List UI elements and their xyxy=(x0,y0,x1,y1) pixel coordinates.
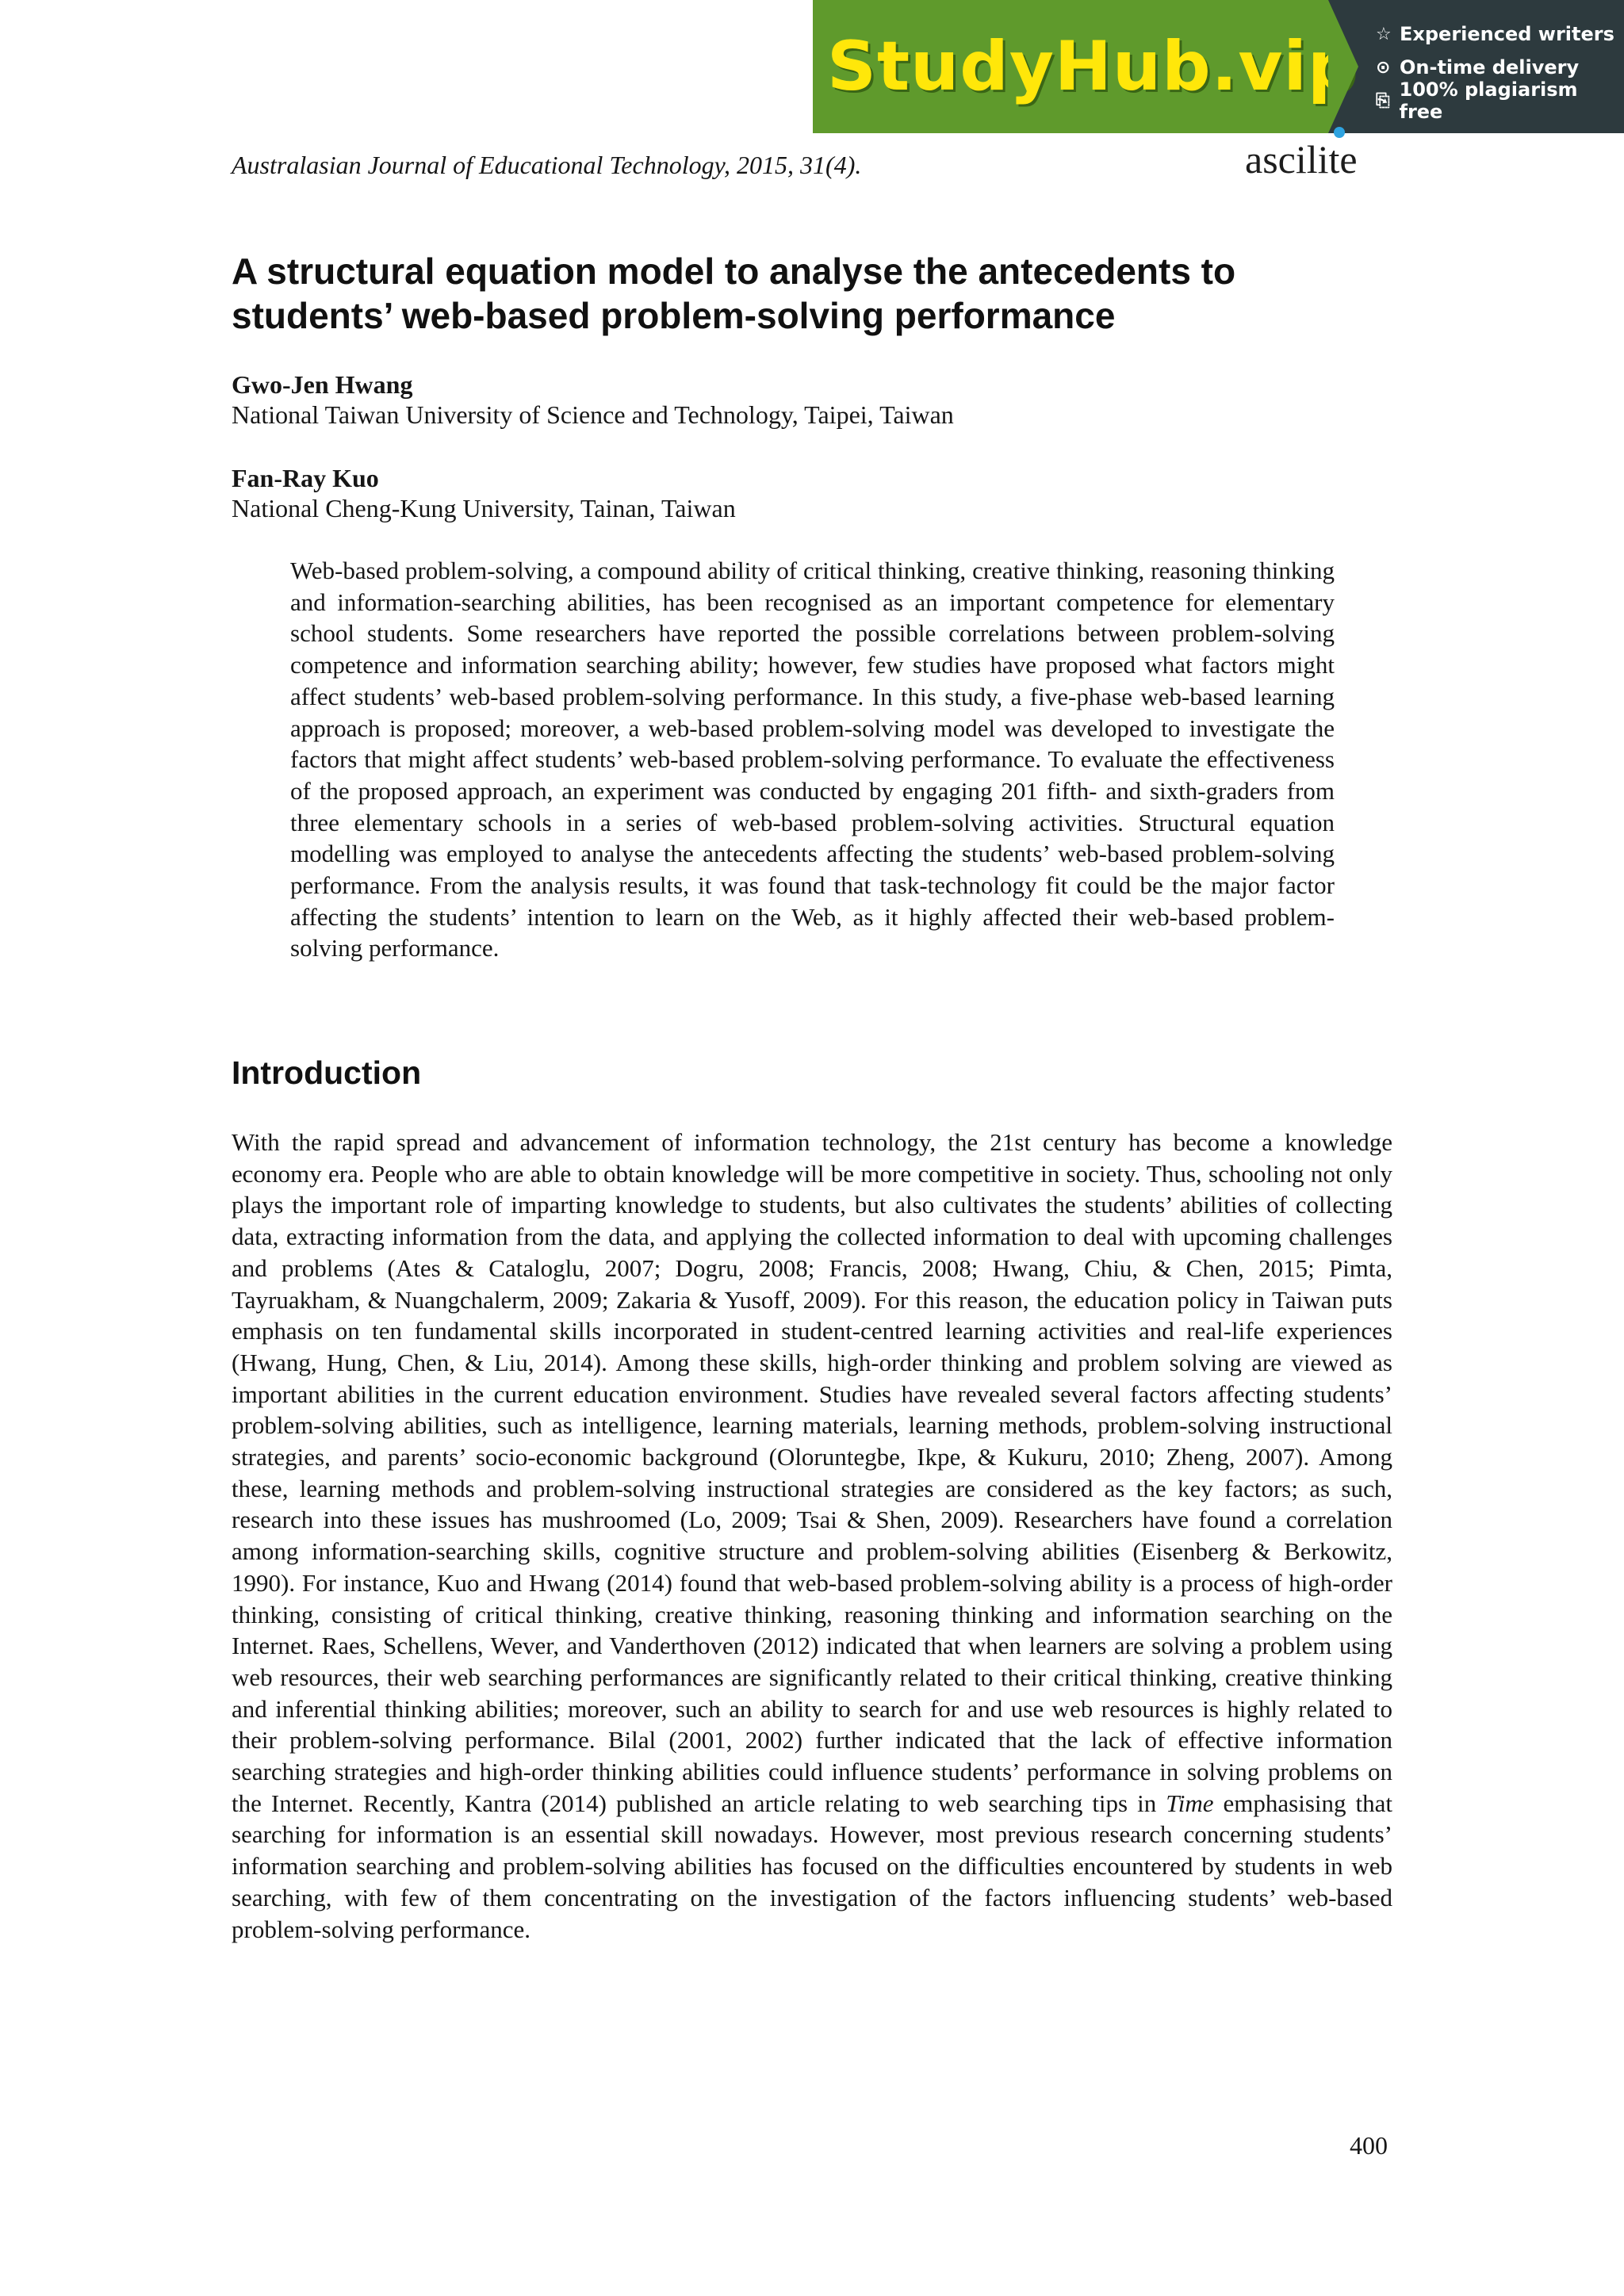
author-block xyxy=(232,369,954,430)
magazine-title: Time xyxy=(1166,1789,1214,1817)
introduction-paragraph xyxy=(232,1127,1392,1945)
paragraph-text: emphasising that searching for information is an essential skill nowadays. However, most previous research concerning students’ information searching and problem-solving abilities has focused on the difficulties encountered by students in web searching, with few of them concentrating on the investigation of the factors influencing students’ web-based problem-solving performance. xyxy=(232,1789,1392,1943)
author-affiliation: National Taiwan University of Science and Technology, Taipei, Taiwan xyxy=(232,400,954,429)
banner-feature-experienced xyxy=(1376,17,1624,51)
abstract: Web-based problem-solving, a compound ability of critical thinking, creative thinking, reasoning thinking and information-searching abilities, has been recognised as an important competence for elementary school students. Some researchers have reported the possible correlations between problem-solving competence and information searching ability; however, few studies have proposed what factors might affect students’ web-based problem-solving performance. In this study, a five-phase web-based learning approach is proposed; moreover, a web-based problem-solving model was developed to investigate the factors that might affect students’ web-based problem-solving performance. To evaluate the effectiveness of the proposed approach, an experiment was conducted by engaging 201 fifth- and sixth-graders from three elementary schools in a series of web-based problem-solving activities. Structural equation modelling was employed to analyse the antecedents affecting the students’ web-based problem-solving performance. From the analysis results, it was found that task-technology fit could be the major factor affecting the students’ intention to learn on the Web, as it highly affected their web-based problem-solving performance. xyxy=(290,557,1335,962)
paragraph-text: With the rapid spread and advancement of information technology, the 21st century has become a knowledge economy era. People who are able to obtain knowledge will be more competitive in society. Thus, schooling not only plays the important role of imparting knowledge to students, but also cultivates the students’ abilities of collecting data, extracting information from the data, and applying the collected information to deal with upcoming challenges and problems (Ates & Cataloglu, 2007; Dogru, 2008; Francis, 2008; Hwang, Chiu, & Chen, 2015; Pimta, Tayruakham, & Nuangchalerm, 2009; Zakaria & Yusoff, 2009). For this reason, the education policy in Taiwan puts emphasis on ten fundamental skills incorporated in student-centred learning activities and real-life experiences (Hwang, Hung, Chen, & Liu, 2014). Among these skills, high-order thinking and problem solving are viewed as important abilities in the current education environment. Studies have revealed several factors affecting students’ problem-solving abilities, such as intelligence, learning materials, learning methods, problem-solving instructional strategies, and parents’ socio-economic background (Oloruntegbe, Ikpe, & Kukuru, 2010; Zheng, 2007). Among these, learning methods and problem-solving instructional strategies are considered as the key factors; as such, research into these issues has mushroomed (Lo, 2009; Tsai & Shen, 2009). Researchers have found a correlation among information-searching skills, cognitive structure and problem-solving abilities (Eisenberg & Berkowitz, 1990). For instance, Kuo and Hwang (2014) found that web-based problem-solving ability is a process of high-order thinking, consisting of critical thinking, creative thinking, reasoning thinking and information searching on the Internet. Raes, Schellens, Wever, and Vanderthoven (2012) indicated that when learners are solving a problem using web resources, their web searching performances are significantly related to their critical thinking, creative thinking and inferential thinking abilities; moreover, such an ability to search for and use web resources is highly related to their problem-solving performance. Bilal (2001, 2002) further indicated that the lack of effective information searching strategies and high-order thinking abilities could influence students’ performance in solving problems on the Internet. Recently, Kantra (2014) published an article relating to web searching tips in xyxy=(232,1128,1392,1817)
author-name: Gwo-Jen Hwang xyxy=(232,370,413,399)
banner-feature-label: 100% plagiarism free xyxy=(1399,78,1578,123)
ad-banner[interactable] xyxy=(813,0,1624,133)
paper-title xyxy=(232,249,1381,338)
author-name: Fan-Ray Kuo xyxy=(232,464,379,492)
studyhub-logo[interactable]: StudyHub.vip xyxy=(827,27,1358,106)
clock-icon: ⊙ xyxy=(1376,57,1391,78)
banner-feature-label: Experienced writers xyxy=(1400,23,1614,45)
section-heading: Introduction xyxy=(232,1054,422,1091)
title-line: students’ web-based problem-solving performance xyxy=(232,295,1116,336)
document-icon: ⎘ xyxy=(1376,90,1390,111)
title-line: A structural equation model to analyse the antecedents to xyxy=(232,251,1236,292)
page-number: 400 xyxy=(1350,2131,1388,2160)
author-affiliation: National Cheng-Kung University, Tainan, Taiwan xyxy=(232,494,736,522)
banner-logo-area[interactable] xyxy=(813,0,1358,133)
ascilite-logo: ascilite xyxy=(1245,137,1358,182)
banner-feature-plagiarism xyxy=(1376,78,1624,123)
star-icon: ☆ xyxy=(1376,24,1392,44)
banner-feature-label: On-time delivery xyxy=(1400,56,1580,78)
banner-features xyxy=(1328,0,1624,133)
author-block xyxy=(232,463,736,523)
journal-citation: Australasian Journal of Educational Technology, 2015, 31(4). xyxy=(232,151,862,179)
